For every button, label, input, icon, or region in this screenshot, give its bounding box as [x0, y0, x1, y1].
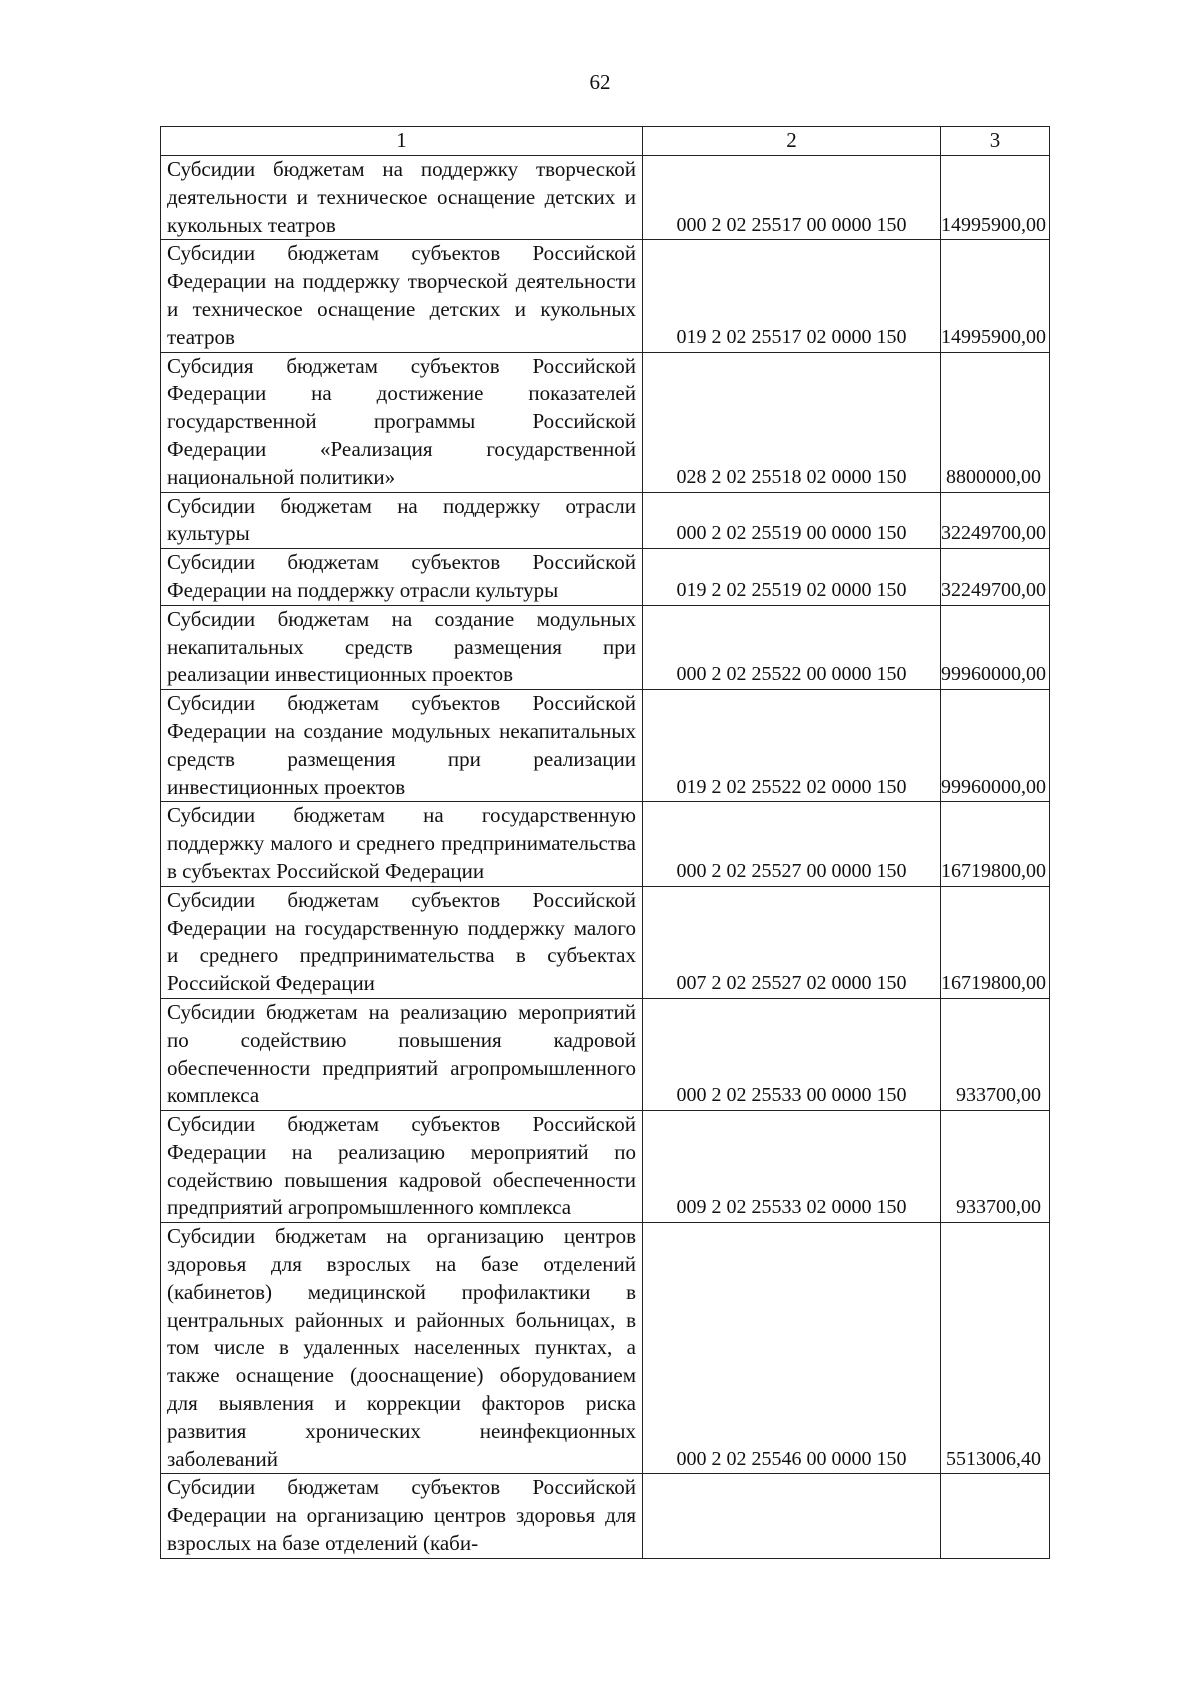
- row-name-cell: Субсидии бюджетам субъектов Российской Федерации на организацию центров здоровья для взрослых на базе отделений (каби-: [161, 1474, 643, 1558]
- row-sum-cell: 8800000,00: [941, 352, 1050, 492]
- row-code-cell: 000 2 02 25519 00 0000 150: [643, 492, 941, 549]
- row-name-cell: Субсидии бюджетам на реализацию мероприятий по содействию повышения кадровой обеспеченности предприятий агропромышленного комплекса: [161, 998, 643, 1110]
- row-sum-cell: 99960000,00: [941, 605, 1050, 689]
- row-code-cell: 000 2 02 25527 00 0000 150: [643, 802, 941, 886]
- table-row: [161, 156, 1050, 240]
- row-code-cell: 019 2 02 25519 02 0000 150: [643, 549, 941, 606]
- row-name-cell: Субсидии бюджетам субъектов Российской Федерации на создание модульных некапитальных средств размещения при реализации инвестиционных проектов: [161, 690, 643, 802]
- row-sum-cell: 16719800,00: [941, 802, 1050, 886]
- row-code-cell: 000 2 02 25533 00 0000 150: [643, 998, 941, 1110]
- row-sum-cell: 14995900,00: [941, 240, 1050, 352]
- table-row: [161, 886, 1050, 998]
- table-row: [161, 549, 1050, 606]
- row-code-cell: 000 2 02 25546 00 0000 150: [643, 1223, 941, 1474]
- row-name-cell: Субсидии бюджетам субъектов Российской Федерации на поддержку творческой деятельности и техническое оснащение детских и кукольных театров: [161, 240, 643, 352]
- row-code-cell: 007 2 02 25527 02 0000 150: [643, 886, 941, 998]
- row-sum-cell: 16719800,00: [941, 886, 1050, 998]
- table-row: [161, 1111, 1050, 1223]
- table-row: [161, 802, 1050, 886]
- row-name-cell: Субсидии бюджетам субъектов Российской Федерации на реализацию мероприятий по содействию повышения кадровой обеспеченности предприятий агропромышленного комплекса: [161, 1111, 643, 1223]
- row-sum-cell: 5513006,40: [941, 1223, 1050, 1474]
- row-code-cell: 028 2 02 25518 02 0000 150: [643, 352, 941, 492]
- row-code-cell: 019 2 02 25522 02 0000 150: [643, 690, 941, 802]
- row-code-cell: 019 2 02 25517 02 0000 150: [643, 240, 941, 352]
- row-sum-cell: 14995900,00: [941, 156, 1050, 240]
- column-header-code: 2: [643, 127, 941, 156]
- row-name-cell: Субсидии бюджетам субъектов Российской Федерации на государственную поддержку малого и среднего предпринимательства в субъектах Российской Федерации: [161, 886, 643, 998]
- table-row: [161, 1223, 1050, 1474]
- page-number: 62: [589, 70, 611, 94]
- row-name-cell: Субсидии бюджетам на поддержку творческой деятельности и техническое оснащение детских и кукольных театров: [161, 156, 643, 240]
- table-row: [161, 690, 1050, 802]
- table-row: [161, 352, 1050, 492]
- row-code-cell: [643, 1474, 941, 1558]
- row-name-cell: Субсидии бюджетам на поддержку отрасли культуры: [161, 492, 643, 549]
- row-code-cell: 009 2 02 25533 02 0000 150: [643, 1111, 941, 1223]
- table-header-row: [161, 127, 1050, 156]
- row-sum-cell: 32249700,00: [941, 549, 1050, 606]
- row-sum-cell: [941, 1474, 1050, 1558]
- row-code-cell: 000 2 02 25517 00 0000 150: [643, 156, 941, 240]
- table-body: [161, 156, 1050, 1559]
- row-sum-cell: 933700,00: [941, 1111, 1050, 1223]
- row-sum-cell: 99960000,00: [941, 690, 1050, 802]
- row-name-cell: Субсидии бюджетам на создание модульных некапитальных средств размещения при реализации инвестиционных проектов: [161, 605, 643, 689]
- column-header-sum: 3: [941, 127, 1050, 156]
- row-name-cell: Субсидии бюджетам субъектов Российской Федерации на поддержку отрасли культуры: [161, 549, 643, 606]
- table-row: [161, 605, 1050, 689]
- row-name-cell: Субсидии бюджетам на организацию центров здоровья для взрослых на базе отделений (кабинетов) медицинской профилактики в центральных районных и районных больницах, в том числе в удаленных населенных пунктах, а также оснащение (дооснащение) оборудованием для выявления и коррекции факторов риска развития хронических неинфекционных заболеваний: [161, 1223, 643, 1474]
- row-sum-cell: 933700,00: [941, 998, 1050, 1110]
- row-sum-cell: 32249700,00: [941, 492, 1050, 549]
- table-row: [161, 1474, 1050, 1558]
- row-code-cell: 000 2 02 25522 00 0000 150: [643, 605, 941, 689]
- budget-table: [160, 126, 1050, 1559]
- row-name-cell: Субсидия бюджетам субъектов Российской Федерации на достижение показателей государственной программы Российской Федерации «Реализация государственной национальной политики»: [161, 352, 643, 492]
- column-header-name: 1: [161, 127, 643, 156]
- table-row: [161, 492, 1050, 549]
- row-name-cell: Субсидии бюджетам на государственную поддержку малого и среднего предпринимательства в субъектах Российской Федерации: [161, 802, 643, 886]
- table-row: [161, 998, 1050, 1110]
- table-row: [161, 240, 1050, 352]
